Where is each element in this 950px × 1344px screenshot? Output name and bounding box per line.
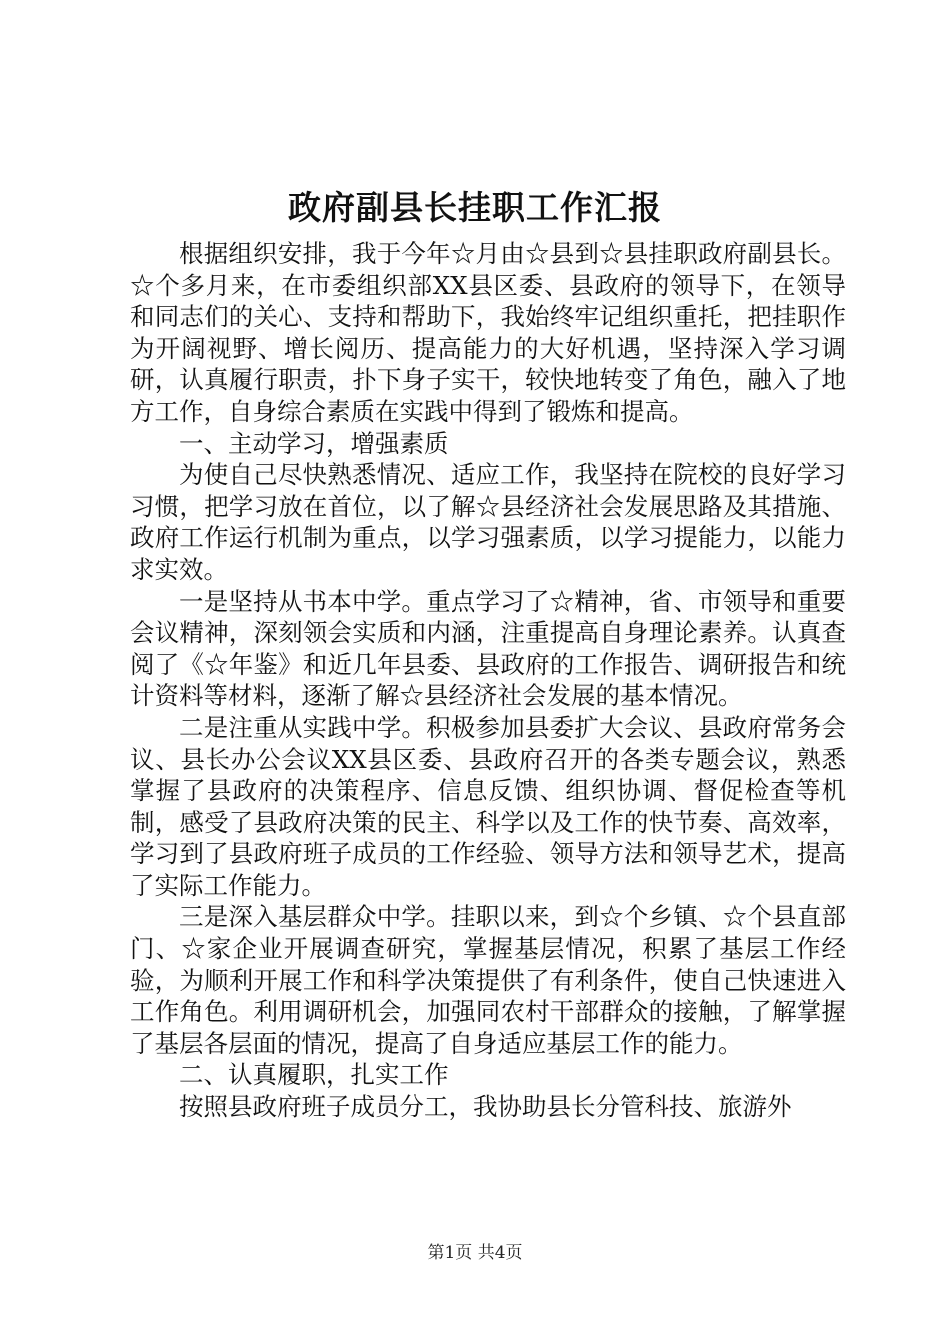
section-heading-2: 二、认真履职，扎实工作 bbox=[179, 1060, 449, 1090]
document-body bbox=[130, 238, 846, 1123]
document-title: 政府副县长挂职工作汇报 bbox=[288, 188, 662, 227]
paragraph-duties: 按照县政府班子成员分工，我协助县长分管科技、旅游外 bbox=[179, 1092, 792, 1122]
paragraph-intro: 根据组织安排，我于今年☆月由☆县到☆县挂职政府副县长。☆个多月来，在市委组织部XX县区委、县政府的领导下，在领导和同志们的关心、支持和帮助下，我始终牢记组织重托，把挂职作为开阔视野、增长阅历、提高能力的大好机遇，坚持深入学习调研，认真履行职责，扑下身子实干，较快地转变了角色，融入了地方工作，自身综合素质在实践中得到了锻炼和提高。 bbox=[130, 239, 846, 426]
paragraph-study-books: 一是坚持从书本中学。重点学习了☆精神，省、市领导和重要会议精神，深刻领会实质和内涵，注重提高自身理论素养。认真查阅了《☆年鉴》和近几年县委、县政府的工作报告、调研报告和统计资料等材料，逐渐了解☆县经济社会发展的基本情况。 bbox=[130, 586, 846, 711]
paragraph-study-grassroots: 三是深入基层群众中学。挂职以来，到☆个乡镇、☆个县直部门、☆家企业开展调查研究，掌握基层情况，积累了基层工作经验，为顺利开展工作和科学决策提供了有利条件，使自己快速进入工作角色。利用调研机会，加强同农村干部群众的接触，了解掌握了基层各层面的情况，提高了自身适应基层工作的能力。 bbox=[130, 902, 846, 1058]
paragraph-study-overview: 为使自己尽快熟悉情况、适应工作，我坚持在院校的良好学习习惯，把学习放在首位，以了解☆县经济社会发展思路及其措施、政府工作运行机制为重点，以学习强素质，以学习提能力，以能力求实效。 bbox=[130, 460, 846, 584]
page-footer: 第1页 共4页 bbox=[427, 1243, 523, 1263]
section-heading-1: 一、主动学习，增强素质 bbox=[179, 428, 449, 458]
paragraph-study-practice: 二是注重从实践中学。积极参加县委扩大会议、县政府常务会议、县长办公会议XX县区委、县政府召开的各类专题会议，熟悉掌握了县政府的决策程序、信息反馈、组织协调、督促检查等机制，感受了县政府决策的民主、科学以及工作的快节奏、高效率，学习到了县政府班子成员的工作经验、领导方法和领导艺术，提高了实际工作能力。 bbox=[130, 712, 846, 900]
